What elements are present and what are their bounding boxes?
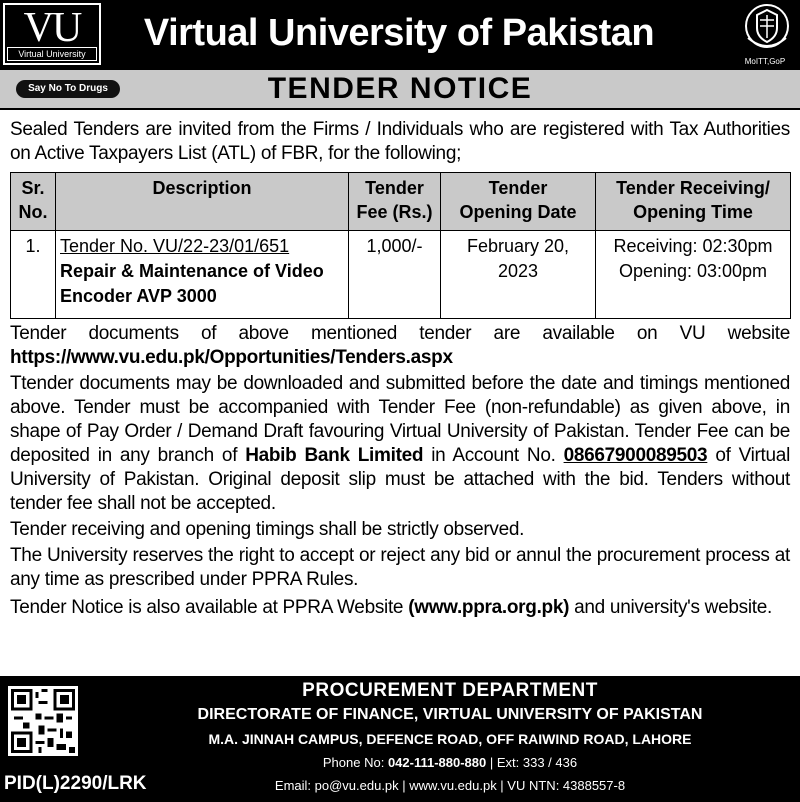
col-header-sr: Sr. No. bbox=[11, 173, 56, 231]
cell-description bbox=[56, 231, 349, 319]
tenders-url-link[interactable]: https://www.vu.edu.pk/Opportunities/Tenders.aspx bbox=[10, 347, 453, 368]
body-line-5: University of Pakistan. Original deposit slip must be attached with the bid. Tenders without bbox=[10, 469, 790, 490]
university-title: Virtual University of Pakistan bbox=[143, 12, 655, 54]
docs-availability-line: Tender documents of above mentioned tender are available on VU website bbox=[10, 323, 790, 344]
body-line-3: shape of Pay Order / Demand Draft favouring Virtual University of Pakistan. Tender Fee can be bbox=[10, 421, 790, 442]
col-header-opening-date: Tender Opening Date bbox=[441, 173, 596, 231]
phone-line: Phone No: 042-111-880-880 | Ext: 333 / 436 bbox=[322, 755, 578, 770]
header-bar bbox=[0, 0, 800, 70]
body-line-1: Ttender documents may be downloaded and submitted before the date and timings mentioned bbox=[10, 373, 790, 394]
intro-line-2: on Active Taxpayers List (ATL) of FBR, for the following; bbox=[10, 143, 462, 164]
intro-line-1: Sealed Tenders are invited from the Firms / Individuals who are registered with Tax Authorities bbox=[10, 119, 790, 140]
notice-title: TENDER NOTICE bbox=[267, 72, 533, 105]
tender-item-line-1: Repair & Maintenance of Video bbox=[60, 261, 324, 281]
vu-logo bbox=[3, 3, 101, 65]
vu-logo-caption: Virtual University bbox=[7, 47, 97, 61]
rights-line-1: The University reserves the right to accept or reject any bid or annul the procurement process at bbox=[10, 545, 790, 566]
contact-line: Email: po@vu.edu.pk | www.vu.edu.pk | VU NTN: 4388557-8 bbox=[274, 778, 626, 793]
vu-logo-mark: VU bbox=[23, 5, 81, 51]
table-row bbox=[11, 231, 791, 319]
account-number: 08667900089503 bbox=[563, 445, 708, 466]
say-no-to-drugs-badge: Say No To Drugs bbox=[16, 80, 120, 98]
receiving-time: Receiving: 02:30pm bbox=[613, 236, 773, 256]
emblem-caption: MoITT,GoP bbox=[744, 57, 786, 66]
tender-table bbox=[10, 172, 791, 319]
tender-number: Tender No. VU/22-23/01/651 bbox=[60, 236, 290, 256]
phone-number: 042-111-880-880 bbox=[387, 755, 487, 770]
col-header-time: Tender Receiving/ Opening Time bbox=[596, 173, 791, 231]
ppra-website-link[interactable]: (www.ppra.org.pk) bbox=[408, 597, 570, 618]
opening-time: Opening: 03:00pm bbox=[618, 261, 768, 281]
directorate-line: DIRECTORATE OF FINANCE, VIRTUAL UNIVERSITY OF PAKISTAN bbox=[197, 706, 703, 723]
pid-code: PID(L)2290/LRK bbox=[4, 773, 147, 794]
cell-time bbox=[596, 231, 791, 319]
procurement-department-heading: PROCUREMENT DEPARTMENT bbox=[302, 680, 598, 701]
col-header-description: Description bbox=[56, 173, 349, 231]
table-header-row bbox=[11, 173, 791, 231]
tender-item-line-2: Encoder AVP 3000 bbox=[60, 286, 217, 306]
ppra-line: Tender Notice is also available at PPRA Website (www.ppra.org.pk) and university's website. bbox=[10, 597, 772, 618]
col-header-fee: Tender Fee (Rs.) bbox=[349, 173, 441, 231]
body-line-6: tender fee shall not be accepted. bbox=[10, 493, 276, 514]
body-line-4: deposited in any branch of Habib Bank Limited in Account No. 08667900089503 of Virtual bbox=[10, 445, 790, 466]
extension: Ext: 333 / 436 bbox=[496, 755, 578, 770]
cell-opening-date: February 20, 2023 bbox=[441, 231, 596, 319]
qr-code-icon bbox=[8, 686, 78, 756]
cell-fee: 1,000/- bbox=[349, 231, 441, 319]
rights-line-2: any time as prescribed under PPRA Rules. bbox=[10, 569, 359, 590]
cell-sr: 1. bbox=[11, 231, 56, 319]
body-line-2: above. Tender must be accompanied with Tender Fee (non-refundable) as given above, in bbox=[10, 397, 790, 418]
bank-name: Habib Bank Limited bbox=[245, 445, 424, 466]
government-emblem-icon bbox=[738, 2, 796, 56]
address-line: M.A. JINNAH CAMPUS, DEFENCE ROAD, OFF RAIWIND ROAD, LAHORE bbox=[208, 731, 692, 747]
timings-observed-line: Tender receiving and opening timings shall be strictly observed. bbox=[10, 519, 525, 540]
